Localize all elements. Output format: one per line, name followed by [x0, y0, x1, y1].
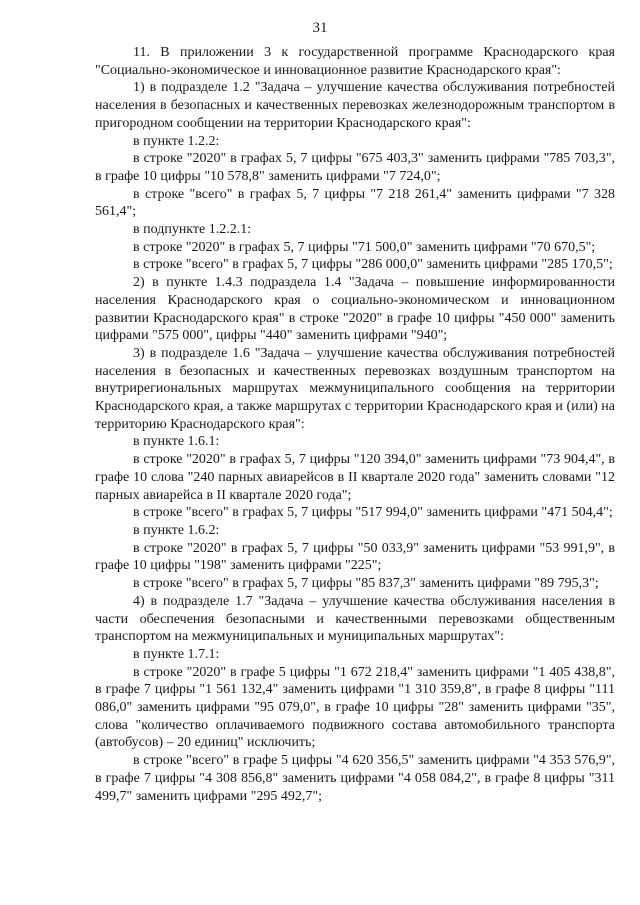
- paragraph-row-total: в строке "всего" в графах 5, 7 цифры "517 994,0" заменить цифрами "471 504,4";: [133, 505, 613, 521]
- paragraph-subpoint-1-2-2-1: в подпункте 1.2.2.1:: [133, 222, 252, 238]
- paragraph-point-1-7-1: в пункте 1.7.1:: [133, 646, 220, 662]
- paragraph-row-total: в строке "всего" в графах 5, 7 цифры "85 837,3" заменить цифрами "89 795,3";: [133, 576, 599, 592]
- paragraph-subsection-1-2: 1) в подразделе 1.2 "Задача – улучшение качества обслуживания потребностей населения в безопасных и качественных перевозках железнодорожным транспортом в пригородном сообщении на территории Краснодарского края":: [95, 80, 615, 131]
- paragraph-point-1-2-2: в пункте 1.2.2:: [133, 133, 220, 149]
- paragraph-point-1-6-2: в пункте 1.6.2:: [133, 522, 220, 538]
- paragraph-row-2020: в строке "2020" в графах 5, 7 цифры "50 033,9" заменить цифрами "53 991,9", в графе 10 цифры "198" заменить цифрами "225";: [95, 540, 615, 574]
- paragraph-row-2020: в строке "2020" в графах 5, 7 цифры "675 403,3" заменить цифрами "785 703,3", в графе 10 цифры "10 578,8" заменить цифрами "7 724,0";: [95, 151, 615, 184]
- paragraph-row-total: в строке "всего" в графах 5, 7 цифры "7 218 261,4" заменить цифрами "7 328 561,4";: [95, 186, 615, 220]
- paragraph-point-1-4-3: 2) в пункте 1.4.3 подраздела 1.4 "Задача – повышение информированности населения Краснодарского края о социально-экономическом и инновационном развитии Краснодарского края" в строке "2020" в графе 10 цифры "450 000" заменить цифрами "575 000", цифры "440" заменить цифрами "940";: [95, 275, 615, 344]
- document-body: [95, 44, 615, 805]
- paragraph-item-11: 11. В приложении 3 к государственной программе Краснодарского края "Социально-экономическое и инновационное развитие Краснодарского края":: [95, 45, 615, 78]
- paragraph-row-total: в строке "всего" в графе 5 цифры "4 620 356,5" заменить цифрами "4 353 576,9", в графе 7 цифры "4 308 856,8" заменить цифрами "4 058 084,2", в графе 8 цифры "311 499,7" заменить цифрами "295 492,7";: [95, 753, 615, 804]
- paragraph-subsection-1-7: 4) в подразделе 1.7 "Задача – улучшение качества обслуживания населения в части обеспечения безопасными и качественными перевозками общественным транспортом на межмуниципальных и муниципальных маршрутах":: [95, 593, 615, 645]
- page-number: 31: [312, 20, 328, 36]
- paragraph-row-total: в строке "всего" в графах 5, 7 цифры "286 000,0" заменить цифрами "285 170,5";: [133, 257, 613, 273]
- paragraph-row-2020: в строке "2020" в графах 5, 7 цифры "120 394,0" заменить цифрами "73 904,4", в графе 10 слова "240 парных авиарейсов в II квартале 2020 года" заменить словами "12 парных авиарейса в II квартале 2020 года";: [95, 452, 615, 503]
- paragraph-subsection-1-6: 3) в подразделе 1.6 "Задача – улучшение качества обслуживания потребностей населения в безопасных и качественных перевозках воздушным транспортом на внутрирегиональных маршрутах межмуниципального сообщения на территории Краснодарского края, а также маршрутах с территории Краснодарского края и (или) на территорию Краснодарского края":: [95, 345, 615, 432]
- paragraph-row-2020: в строке "2020" в графах 5, 7 цифры "71 500,0" заменить цифрами "70 670,5";: [133, 239, 596, 255]
- paragraph-row-2020: в строке "2020" в графе 5 цифры "1 672 218,4" заменить цифрами "1 405 438,8", в графе 7 цифры "1 561 132,4" заменить цифрами "1 310 359,8", в графе 8 цифры "111 086,0" заменить цифрами "95 079,0", в графе 10 цифры "28" заменить цифрами "35", слова "количество оплачиваемого подвижного состава автомобильного транспорта (автобусов) – 20 единиц" исключить;: [95, 664, 615, 751]
- paragraph-point-1-6-1: в пункте 1.6.1:: [133, 434, 220, 450]
